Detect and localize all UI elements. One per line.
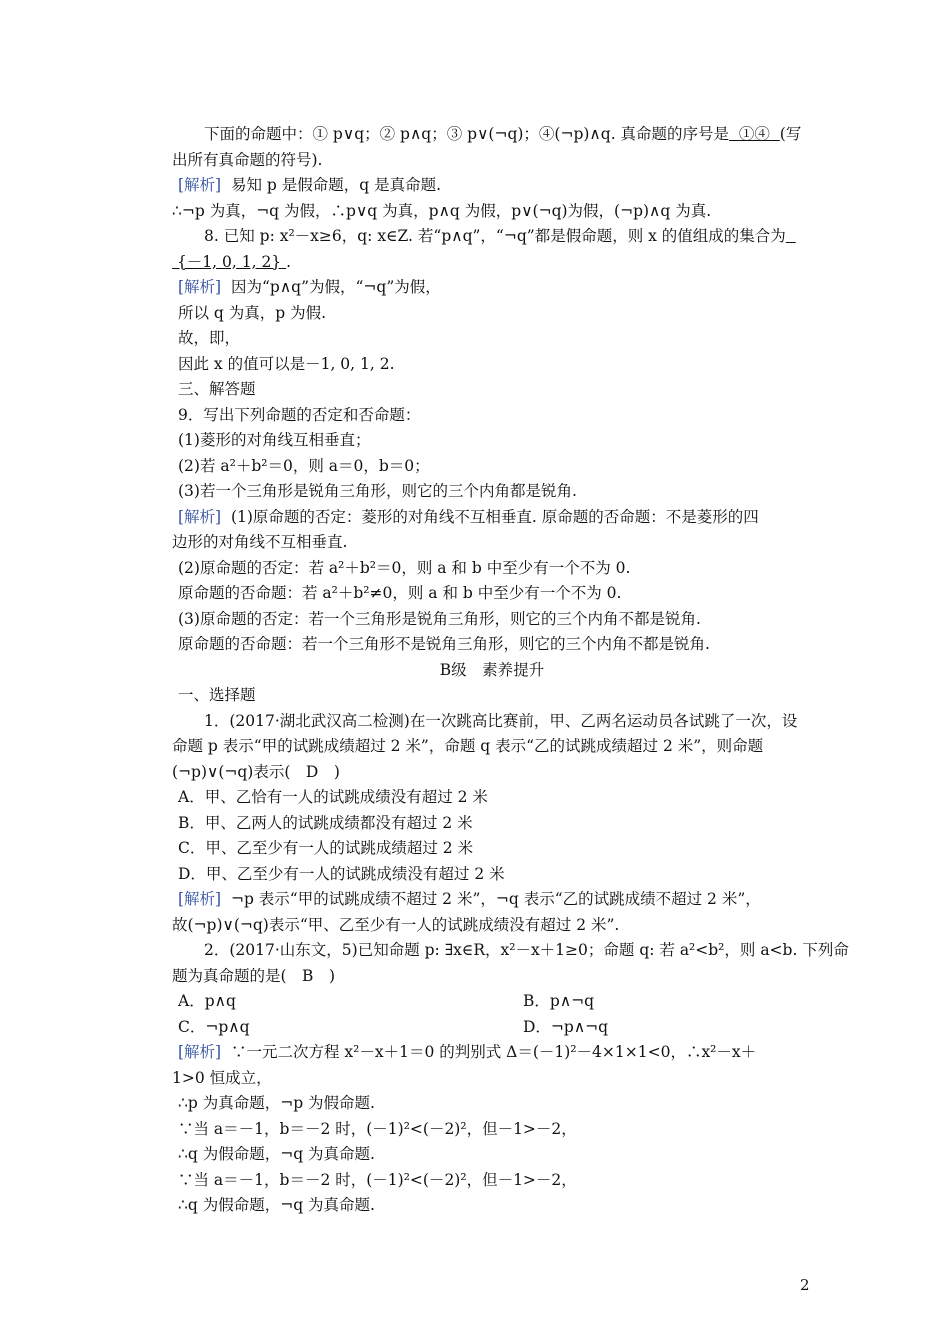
option-row	[172, 989, 812, 1015]
option-c: C．¬p∧q	[178, 1017, 250, 1036]
question-line: 9．写出下列命题的否定和否命题：	[178, 405, 421, 424]
analysis-tag: [解析]	[178, 278, 222, 296]
text-line: ∴q 为假命题，¬q 为真命题.	[178, 1145, 375, 1163]
text-line: 所以 q 为真，p 为假.	[178, 303, 327, 322]
analysis-tag: [解析]	[178, 1043, 222, 1061]
text-line: [解析] ¬p 表示“甲的试跳成绩不超过 2 米”，¬q 表示“乙的试跳成绩不超过 2 米”，	[178, 890, 761, 908]
analysis-tag: [解析]	[178, 176, 222, 194]
text-line: 1>0 恒成立，	[172, 1068, 272, 1087]
text-line: ∴q 为假命题，¬q 为真命题.	[178, 1196, 375, 1214]
text-line: ∵当 a＝－1，b＝－2 时，(－1)²<(－2)²，但－1>－2，	[178, 1119, 577, 1138]
text-line: 边形的对角线不互相垂直.	[172, 533, 348, 551]
text-line: 出所有真命题的符号).	[172, 150, 323, 169]
text-line: [解析] ∵一元二次方程 x²－x＋1＝0 的判别式 Δ＝(－1)²－4×1×1<0，∴x²－x＋	[178, 1043, 757, 1061]
text-line: ∴¬p 为真，¬q 为假，∴p∨q 为真，p∧q 为假，p∨(¬q)为假，(¬p)∧q 为真.	[172, 201, 712, 220]
option-line: D．甲、乙至少有一人的试跳成绩没有超过 2 米	[178, 864, 505, 883]
text-line: (¬p)∨(¬q)表示( D )	[172, 762, 340, 781]
question-line: 1．(2017·湖北武汉高二检测)在一次跳高比赛前，甲、乙两名运动员各试跳了一次，设	[204, 711, 798, 730]
page-number: 2	[800, 1276, 810, 1294]
text-line: (3)原命题的否定：若一个三角形是锐角三角形，则它的三个内角不都是锐角.	[178, 609, 701, 628]
page-content	[172, 122, 849, 1219]
text-line: 故(¬p)∨(¬q)表示“甲、乙至少有一人的试跳成绩没有超过 2 米”.	[172, 915, 620, 934]
option-line: C．甲、乙至少有一人的试跳成绩超过 2 米	[178, 839, 474, 857]
question-line: 2．(2017·山东文，5)已知命题 p: ∃x∈R，x²－x＋1≥0；命题 q: 若 a²<b²，则 a<b. 下列命	[204, 941, 849, 959]
text-line: 下面的命题中：① p∨q；② p∧q；③ p∨(¬q)；④(¬p)∧q. 真命题的序号是 ①④ (写	[204, 125, 802, 143]
text-line: {－1, 0, 1, 2} .	[172, 250, 812, 276]
option-b: B．p∧¬q	[523, 992, 595, 1010]
text-line: [解析] (1)原命题的否定：菱形的对角线不互相垂直. 原命题的否命题：不是菱形的四	[178, 507, 759, 526]
text-line: [解析] 因为“p∧q”为假，“¬q”为假，	[178, 278, 441, 296]
text-line: ∴p 为真命题，¬p 为假命题.	[178, 1094, 375, 1112]
text-line: ∵当 a＝－1，b＝－2 时，(－1)²<(－2)²，但－1>－2，	[178, 1170, 577, 1189]
text-line: 命题 p 表示“甲的试跳成绩超过 2 米”，命题 q 表示“乙的试跳成绩超过 2 米”，则命题	[172, 737, 764, 755]
analysis-tag: [解析]	[178, 890, 222, 908]
text-line: 8. 已知 p: x²－x≥6，q: x∈Z. 若“p∧q”，“¬q”都是假命题，则 x 的值组成的集合为	[204, 227, 786, 245]
text-line: (3)若一个三角形是锐角三角形，则它的三个内角都是锐角.	[178, 482, 577, 500]
text-line: 原命题的否命题：若一个三角形不是锐角三角形，则它的三个内角不都是锐角.	[178, 635, 710, 653]
text-line: 因此 x 的值可以是－1, 0, 1, 2.	[178, 354, 395, 373]
text-line: [解析] 易知 p 是假命题，q 是真命题.	[178, 176, 442, 194]
answer-blank: {－1, 0, 1, 2}	[176, 252, 282, 271]
text-line: (1)菱形的对角线互相垂直；	[178, 431, 371, 449]
option-row	[172, 1015, 812, 1041]
text-line: (2)若 a²＋b²＝0，则 a＝0，b＝0；	[178, 456, 430, 475]
text-line: 题为真命题的是( B )	[172, 966, 335, 985]
section-heading: 一、选择题	[178, 686, 256, 704]
section-heading: 三、解答题	[178, 380, 256, 398]
answer-blank: ①④	[738, 125, 770, 143]
analysis-tag: [解析]	[178, 507, 222, 526]
text-line: 原命题的否命题：若 a²＋b²≠0，则 a 和 b 中至少有一个不为 0.	[178, 584, 622, 602]
section-title: B级 素养提升	[439, 660, 545, 679]
option-a: A．p∧q	[178, 992, 236, 1010]
option-d: D．¬p∧¬q	[523, 1017, 609, 1036]
text-line: (2)原命题的否定：若 a²＋b²＝0，则 a 和 b 中至少有一个不为 0.	[178, 558, 631, 577]
text-line: 故，即，	[178, 329, 241, 347]
option-line: A．甲、乙恰有一人的试跳成绩没有超过 2 米	[178, 788, 488, 806]
option-line: B．甲、乙两人的试跳成绩都没有超过 2 米	[178, 813, 473, 832]
